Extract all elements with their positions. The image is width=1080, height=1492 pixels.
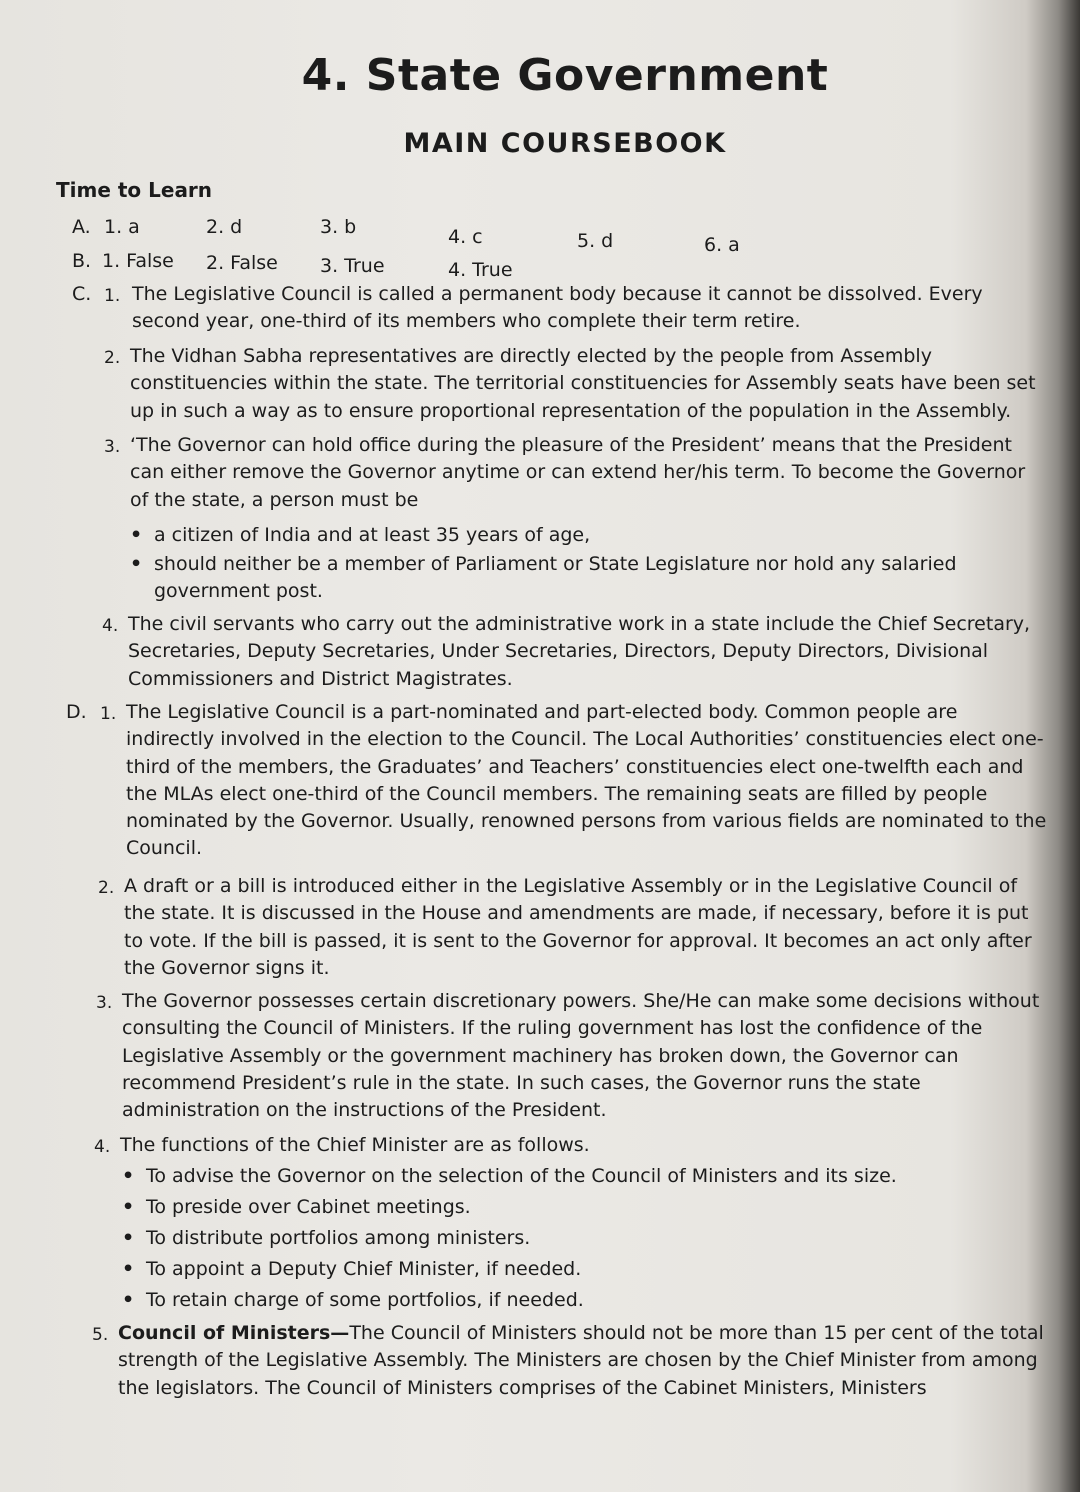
answer-item: 4. c (448, 226, 483, 248)
answer-text: The civil servants who carry out the administrative work in a state include the Chief Secretary, Secretaries, Deputy Secretaries, Under Secretaries, Directors, Deputy Directors, Divisional Commissioners and District Magistrates. (128, 613, 1031, 690)
bullet-text: To retain charge of some portfolios, if needed. (146, 1289, 584, 1311)
bullet-text: To preside over Cabinet meetings. (146, 1196, 471, 1218)
bullet-item (130, 522, 1014, 549)
item-number: 5. (92, 1325, 109, 1345)
coursebook-subtitle: MAIN COURSEBOOK (403, 128, 727, 159)
bullet-icon: • (130, 553, 143, 575)
bullet-text: should neither be a member of Parliament or State Legislature nor hold any salaried government post. (154, 553, 957, 603)
answer-text: ‘The Governor can hold office during the pleasure of the President’ means that the President can either remove the Governor anytime or can extend her/his term. To become the Governor of the state, a person must be (130, 434, 1026, 511)
item-number: 4. (94, 1137, 111, 1157)
answer-item: 1. a (104, 216, 140, 238)
bullet-text: To appoint a Deputy Chief Minister, if needed. (146, 1258, 582, 1280)
bullet-item (122, 1287, 1026, 1314)
answer-item: 6. a (704, 234, 740, 256)
answer-item: 3. b (320, 216, 357, 238)
answer-item: 1. False (102, 250, 174, 272)
bullet-icon: • (130, 524, 143, 546)
item-number: 3. (104, 437, 121, 457)
bullet-text: a citizen of India and at least 35 years of age, (154, 524, 591, 546)
bullet-icon: • (122, 1165, 135, 1187)
section-b-answers (72, 250, 772, 281)
answer-text (118, 1320, 1052, 1402)
bullet-icon: • (122, 1196, 135, 1218)
section-title: Time to Learn (56, 178, 213, 202)
answer-item: 2. d (206, 216, 243, 238)
section-b-label: B. (72, 250, 92, 272)
item-number: 2. (104, 348, 121, 368)
section-d-answer-1 (126, 699, 1050, 863)
bullet-icon: • (122, 1289, 135, 1311)
answer-text: The Legislative Council is a part-nominated and part-elected body. Common people are indirectly involved in the election to the Council. The Local Authorities’ constituencies elect one-third of the members, the Graduates’ and Teachers’ constituencies elect one-twelfth each and the MLAs elect one-third of the Council members. The remaining seats are filled by people nominated by the Governor. Usually, renowned persons from various fields are nominated to the Council. (126, 701, 1047, 860)
chapter-title: 4. State Government (301, 50, 829, 101)
bullet-icon: • (122, 1227, 135, 1249)
answer-item: 3. True (320, 255, 385, 277)
item-number: 1. (100, 704, 117, 724)
bullet-item (122, 1256, 1026, 1283)
section-a-answers (72, 216, 772, 256)
bullet-item (122, 1163, 1026, 1190)
bullet-item (130, 551, 974, 606)
answer-text: The Legislative Council is called a permanent body because it cannot be dissolved. Every second year, one-third of its members who complete their term retire. (132, 283, 983, 333)
bullet-item (122, 1194, 1026, 1221)
section-d-answer-2 (124, 873, 1050, 982)
section-d-answer-3 (122, 988, 1050, 1124)
section-d-answer-4 (120, 1132, 1050, 1159)
section-d-label: D. (66, 701, 87, 723)
answer-item: 4. True (448, 259, 513, 281)
item-number: 1. (104, 286, 121, 306)
item-number: 3. (96, 993, 113, 1013)
answer-text: A draft or a bill is introduced either in the Legislative Assembly or in the Legislative Council of the state. It is discussed in the House and amendments are made, if necessary, before it is put to vote. If the bill is passed, it is sent to the Governor for approval. It becomes an act only after the Governor signs it. (124, 875, 1032, 979)
bullet-icon: • (122, 1258, 135, 1280)
answer-text: The functions of the Chief Minister are as follows. (120, 1134, 590, 1156)
section-c-answer-2 (130, 343, 1048, 425)
section-c-label: C. (72, 283, 92, 305)
section-a-label: A. (72, 216, 91, 238)
answer-text: The Vidhan Sabha representatives are directly elected by the people from Assembly constituencies within the state. The territorial constituencies for Assembly seats have been set up in such a way as to ensure proportional representation of the population in the Assembly. (130, 345, 1036, 422)
answer-body: The Council of Ministers should not be more than 15 per cent of the total strength of the Legislative Assembly. The Ministers are chosen by the Chief Minister from among the legislators. The Council of Ministers comprises of the Cabinet Ministers, Ministers (118, 1322, 1044, 1399)
item-number: 4. (102, 616, 119, 636)
section-c-answer-4 (128, 611, 1050, 693)
section-d-answer-5 (118, 1320, 1052, 1402)
bullet-item (122, 1225, 1026, 1252)
section-c-answer-1 (132, 281, 1002, 336)
answer-lead: Council of Ministers— (118, 1322, 350, 1344)
bullet-text: To distribute portfolios among ministers. (146, 1227, 531, 1249)
answer-item: 5. d (577, 230, 614, 252)
bullet-text: To advise the Governor on the selection of the Council of Ministers and its size. (146, 1165, 897, 1187)
item-number: 2. (98, 878, 115, 898)
answer-text: The Governor possesses certain discretionary powers. She/He can make some decisions without consulting the Council of Ministers. If the ruling government has lost the confidence of the Legislative Assembly or the government machinery has broken down, the Governor can recommend President’s rule in the state. In such cases, the Governor runs the state administration on the instructions of the President. (122, 990, 1040, 1122)
section-c-answer-3 (130, 432, 1048, 514)
answer-item: 2. False (206, 252, 278, 274)
